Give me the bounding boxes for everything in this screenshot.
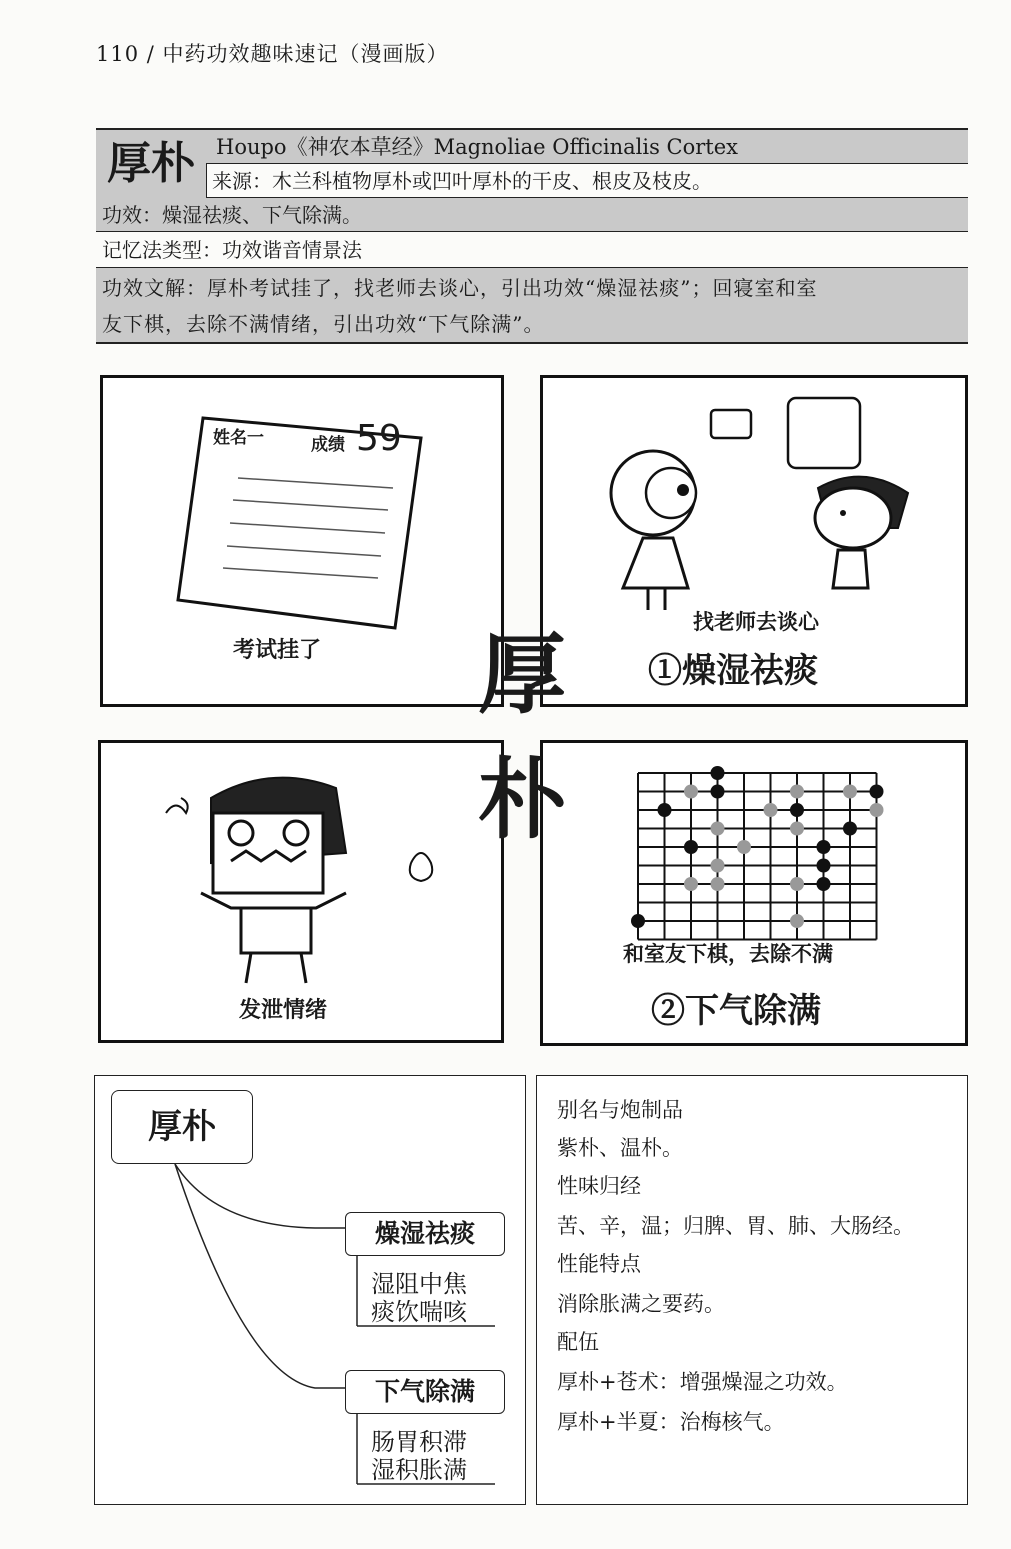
combo-item-2: 厚朴+半夏：治梅核气。: [557, 1410, 785, 1434]
herb-name-title: 厚朴: [96, 130, 207, 198]
go-stone: [817, 877, 831, 891]
go-stone: [817, 859, 831, 873]
latin-name-line: Houpo《神农本草经》Magnoliae Officinalis Cortex: [206, 130, 968, 164]
mindmap-branch2-title: 下气除满: [345, 1370, 505, 1414]
go-stone: [764, 803, 778, 817]
go-stone: [870, 803, 884, 817]
herb-header-row: [96, 130, 968, 198]
go-stone: [711, 822, 725, 836]
panel2-caption-big: ①燥湿祛痰: [648, 651, 818, 691]
go-stone: [790, 822, 804, 836]
explanation-line-1: 功效文解：厚朴考试挂了，找老师去谈心，引出功效“燥湿祛痰”；回寝室和室: [102, 276, 818, 300]
explanation-line-2: 友下棋，去除不满情绪，引出功效“下气除满”。: [102, 312, 545, 336]
mindmap-branch1-line2: 痰饮喘咳: [371, 1298, 467, 1326]
nature-heading: 性味归经: [557, 1174, 641, 1198]
notes-box: [536, 1075, 968, 1505]
go-stone: [790, 914, 804, 928]
go-stone: [711, 766, 725, 780]
paper-score: 59: [356, 418, 402, 459]
mindmap-branch2-line2: 湿积胀满: [371, 1456, 467, 1484]
go-stone: [658, 803, 672, 817]
source-line: 来源：木兰科植物厚朴或凹叶厚朴的干皮、根皮及枝皮。: [212, 169, 712, 193]
mindmap-box: [94, 1075, 526, 1505]
mindmap-branch2-line1: 肠胃积滞: [371, 1428, 467, 1456]
mindmap-root: 厚朴: [111, 1090, 253, 1164]
panel1-caption: 考试挂了: [233, 637, 322, 663]
comic-panel-chess: [540, 740, 968, 1046]
memory-type-row: 记忆法类型：功效谐音情景法: [96, 232, 968, 268]
comic-panel-exam: [100, 375, 504, 707]
go-stone: [711, 877, 725, 891]
go-stone: [631, 914, 645, 928]
paper-score-label: 成绩: [311, 435, 345, 455]
go-stone: [684, 840, 698, 854]
panel3-caption: 发泄情绪: [239, 997, 328, 1023]
panel2-caption-small: 找老师去谈心: [693, 609, 819, 634]
efficacy-row: 功效：燥湿祛痰、下气除满。: [96, 198, 968, 232]
paper-name-label: 姓名一: [213, 428, 264, 448]
go-stone: [870, 785, 884, 799]
mindmap-branch1-line1: 湿阻中焦: [371, 1270, 467, 1298]
go-stone: [817, 840, 831, 854]
go-stone: [737, 840, 751, 854]
go-stone: [711, 859, 725, 873]
combo-heading: 配伍: [557, 1330, 599, 1354]
comic-panel-venting: [98, 740, 504, 1043]
page-number: 110: [96, 42, 140, 66]
header-separator: /: [146, 42, 155, 66]
alias-heading: 别名与炮制品: [557, 1098, 683, 1122]
mindmap-branch1-title: 燥湿祛痰: [345, 1212, 505, 1256]
nature-text: 苦、辛，温；归脾、胃、肺、大肠经。: [557, 1214, 914, 1238]
feature-heading: 性能特点: [557, 1252, 641, 1276]
combo-item-1: 厚朴+苍术：增强燥湿之功效。: [557, 1370, 848, 1394]
go-stone: [790, 803, 804, 817]
go-stone: [790, 877, 804, 891]
comic-panel-teacher: [540, 375, 968, 707]
explanation-row: [96, 268, 968, 342]
big-character-pu: 朴: [478, 748, 567, 851]
big-character-hou: 厚: [478, 623, 567, 726]
go-stone: [790, 785, 804, 799]
feature-text: 消除胀满之要药。: [557, 1292, 725, 1316]
panel4-caption-big: ②下气除满: [651, 991, 821, 1031]
alias-text: 紫朴、温朴。: [557, 1136, 683, 1160]
go-stone: [711, 785, 725, 799]
go-stone: [843, 822, 857, 836]
go-stone: [843, 785, 857, 799]
herb-info-table: [96, 128, 968, 344]
go-stone: [684, 785, 698, 799]
panel4-caption-small: 和室友下棋，去除不满: [623, 941, 833, 966]
book-title: 中药功效趣味速记（漫画版）: [162, 42, 449, 66]
page-header: [96, 38, 449, 68]
go-stone: [684, 877, 698, 891]
